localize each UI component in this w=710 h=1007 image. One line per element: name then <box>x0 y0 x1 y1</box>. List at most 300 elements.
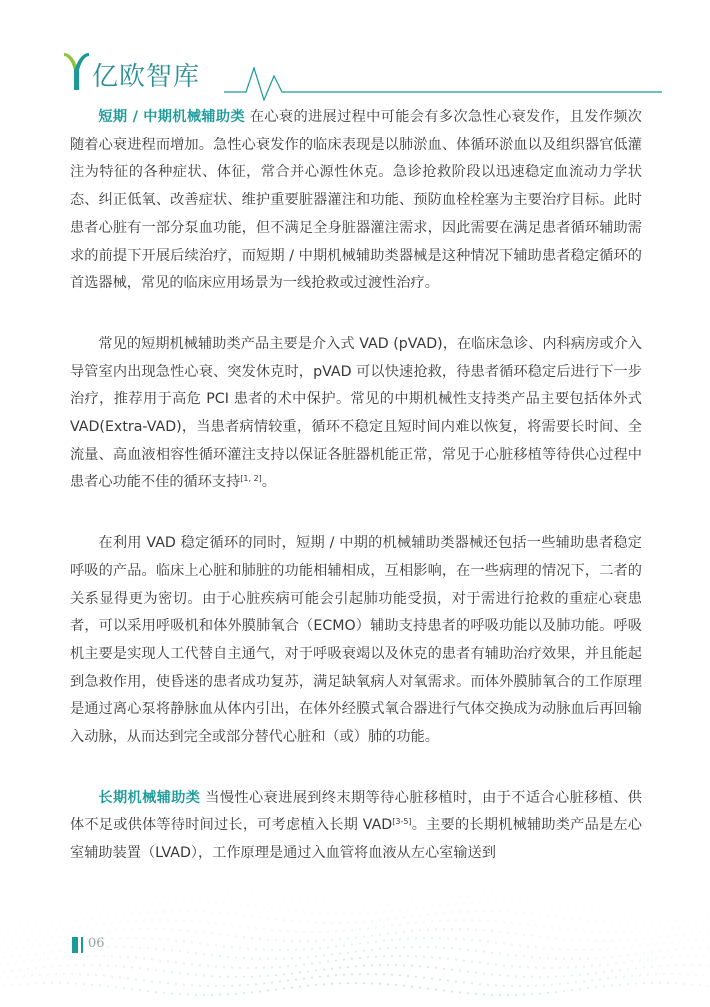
decorative-dot <box>287 979 289 981</box>
decorative-dot <box>503 964 505 966</box>
decorative-dot <box>471 982 473 984</box>
decorative-dot <box>411 915 413 917</box>
decorative-dot <box>587 919 589 921</box>
decorative-dot <box>199 942 201 944</box>
decorative-dot <box>555 958 557 960</box>
decorative-dot <box>203 994 205 996</box>
decorative-dot <box>227 976 229 978</box>
decorative-dot <box>151 919 153 921</box>
decorative-dot <box>387 903 389 905</box>
decorative-dot <box>635 967 637 969</box>
decorative-dot <box>387 947 389 949</box>
decorative-dot <box>7 931 9 933</box>
decorative-dot <box>479 940 481 942</box>
decorative-dot <box>167 902 169 904</box>
decorative-dot <box>227 912 229 914</box>
decorative-dot <box>71 956 73 958</box>
decorative-dot <box>507 911 509 913</box>
decorative-dot <box>659 921 661 923</box>
decorative-dot <box>503 943 505 945</box>
decorative-dot <box>287 930 289 932</box>
decorative-dot <box>687 939 689 941</box>
decorative-dot <box>91 964 93 966</box>
decorative-dot <box>479 962 481 964</box>
decorative-dot <box>131 928 133 930</box>
decorative-dot <box>339 903 341 905</box>
decorative-dot <box>59 921 61 923</box>
decorative-dot <box>275 918 277 920</box>
decorative-dot <box>31 946 33 948</box>
decorative-dot <box>667 949 669 951</box>
decorative-dot <box>31 974 33 976</box>
decorative-dot <box>419 965 421 967</box>
decorative-dot <box>427 929 429 931</box>
decorative-dot <box>11 984 13 986</box>
decorative-dot <box>323 922 325 924</box>
decorative-dot <box>23 961 25 963</box>
decorative-dot <box>219 976 221 978</box>
decorative-dot <box>299 940 301 942</box>
decorative-dot <box>295 910 297 912</box>
decorative-dot <box>691 983 693 985</box>
decorative-dot <box>231 924 233 926</box>
decorative-dot <box>319 931 321 933</box>
citation-ref: [1, 2] <box>240 474 262 484</box>
decorative-dot <box>211 892 213 894</box>
decorative-dot <box>503 921 505 923</box>
decorative-dot <box>239 984 241 986</box>
decorative-dot <box>259 916 261 918</box>
decorative-dot <box>567 928 569 930</box>
decorative-dot <box>691 932 693 934</box>
decorative-dot <box>71 927 73 929</box>
decorative-dot <box>335 959 337 961</box>
decorative-dot <box>295 978 297 980</box>
decorative-dot <box>543 904 545 906</box>
decorative-dot <box>403 931 405 933</box>
decorative-dot <box>75 919 77 921</box>
decorative-dot <box>363 950 365 952</box>
decorative-dot <box>239 903 241 905</box>
decorative-dot <box>171 949 173 951</box>
decorative-dot <box>247 948 249 950</box>
decorative-dot <box>195 930 197 932</box>
decorative-dot <box>283 919 285 921</box>
decorative-dot <box>319 961 321 963</box>
decorative-dot <box>491 910 493 912</box>
decorative-dot <box>183 940 185 942</box>
decorative-dot <box>467 895 469 897</box>
decorative-dot <box>655 929 657 931</box>
decorative-dot <box>399 909 401 911</box>
decorative-dot <box>199 901 201 903</box>
decorative-dot <box>343 930 345 932</box>
decorative-dot <box>23 975 25 977</box>
decorative-dot <box>35 982 37 984</box>
decorative-dot <box>55 973 57 975</box>
decorative-dot <box>367 956 369 958</box>
decorative-dot <box>203 975 205 977</box>
decorative-dot <box>547 936 549 938</box>
decorative-dot <box>0 948 1 950</box>
decorative-dot <box>163 948 165 950</box>
decorative-dot <box>55 957 57 959</box>
decorative-dot <box>331 983 333 985</box>
decorative-dot <box>99 917 101 919</box>
decorative-dot <box>271 929 273 931</box>
decorative-dot <box>559 967 561 969</box>
decorative-dot <box>207 985 209 987</box>
decorative-dot <box>283 958 285 960</box>
decorative-dot <box>175 961 177 963</box>
decorative-dot <box>11 955 13 957</box>
decorative-dot <box>467 971 469 973</box>
decorative-dot <box>299 921 301 923</box>
decorative-dot <box>607 977 609 979</box>
decorative-dot <box>631 913 633 915</box>
decorative-dot <box>263 967 265 969</box>
decorative-dot <box>279 908 281 910</box>
decorative-dot <box>355 904 357 906</box>
decorative-dot <box>299 957 301 959</box>
decorative-dot <box>651 966 653 968</box>
decorative-dot <box>467 949 469 951</box>
decorative-dot <box>175 901 177 903</box>
decorative-dot <box>67 982 69 984</box>
decorative-dot <box>603 957 605 959</box>
decorative-dot <box>91 932 93 934</box>
decorative-dot <box>15 947 17 949</box>
decorative-dot <box>139 912 141 914</box>
decorative-dot <box>463 960 465 962</box>
decorative-dot <box>503 985 505 987</box>
decorative-dot <box>403 985 405 987</box>
decorative-dot <box>31 960 33 962</box>
decorative-dot <box>647 944 649 946</box>
decorative-dot <box>655 973 657 975</box>
decorative-dot <box>591 949 593 951</box>
decorative-dot <box>175 919 177 921</box>
decorative-dot <box>115 929 117 931</box>
decorative-dot <box>59 965 61 967</box>
decorative-dot <box>103 923 105 925</box>
decorative-dot <box>163 970 165 972</box>
decorative-dot <box>467 992 469 994</box>
decorative-dot <box>335 930 337 932</box>
decorative-dot <box>311 912 313 914</box>
decorative-dot <box>267 939 269 941</box>
decorative-dot <box>275 896 277 898</box>
decorative-dot <box>307 900 309 902</box>
decorative-dot <box>115 915 117 917</box>
decorative-dot <box>143 919 145 921</box>
decorative-dot <box>559 948 561 950</box>
decorative-dot <box>83 919 85 921</box>
decorative-dot <box>115 946 117 948</box>
decorative-dot <box>523 994 525 996</box>
paragraph-text: 常见的短期机械辅助类产品主要是介入式 VAD (pVAD)，在临床急诊、内科病房或介入导管室内出现急性心衰、突发休克时，pVAD 可以快速抢救，待患者循环稳定后进行下一步治疗，推荐用于高危 PCI 患者的术中保护。常见的中期机械性支持类产品主要包括体外式 VAD(Extra-VAD)，当患者病情较重，循环不稳定且短时间内难以恢复，将需要长时间、全流量、高血液相容性循环灌注支持以保证各脏器机能正常，常见于心脏移植等待供心过程中患者心功能不佳的循环支持 <box>70 335 642 491</box>
decorative-dot <box>575 966 577 968</box>
decorative-dot <box>491 952 493 954</box>
decorative-dot <box>315 955 317 957</box>
decorative-dot <box>307 956 309 958</box>
decorative-dot <box>611 900 613 902</box>
decorative-dot <box>371 949 373 951</box>
decorative-dot <box>315 901 317 903</box>
decorative-dot <box>7 948 9 950</box>
decorative-dot <box>399 974 401 976</box>
decorative-dot <box>447 919 449 921</box>
decorative-dot <box>591 909 593 911</box>
decorative-dot <box>347 951 349 953</box>
decorative-dot <box>251 937 253 939</box>
decorative-dot <box>151 903 153 905</box>
decorative-dot <box>3 985 5 987</box>
decorative-dot <box>627 983 629 985</box>
decorative-dot <box>571 958 573 960</box>
decorative-dot <box>203 931 205 933</box>
article-body <box>70 104 642 901</box>
decorative-dot <box>31 913 33 915</box>
decorative-dot <box>495 901 497 903</box>
decorative-dot <box>623 961 625 963</box>
decorative-dot <box>419 914 421 916</box>
decorative-dot <box>223 945 225 947</box>
decorative-dot <box>483 929 485 931</box>
decorative-dot <box>19 969 21 971</box>
decorative-dot <box>507 932 509 934</box>
decorative-dot <box>355 982 357 984</box>
decorative-dot <box>579 939 581 941</box>
decorative-dot <box>31 930 33 932</box>
decorative-dot <box>667 935 669 937</box>
decorative-dot <box>335 974 337 976</box>
decorative-dot <box>43 982 45 984</box>
decorative-dot <box>563 895 565 897</box>
decorative-dot <box>555 894 557 896</box>
decorative-dot <box>567 967 569 969</box>
decorative-dot <box>523 912 525 914</box>
decorative-dot <box>679 973 681 975</box>
decorative-dot <box>151 958 153 960</box>
decorative-dot <box>523 955 525 957</box>
decorative-dot <box>359 928 361 930</box>
decorative-dot <box>287 949 289 951</box>
decorative-dot <box>687 911 689 913</box>
decorative-dot <box>447 958 449 960</box>
decorative-dot <box>135 905 137 907</box>
heartbeat-line-icon <box>224 62 662 102</box>
decorative-dot <box>395 984 397 986</box>
decorative-dot <box>127 956 129 958</box>
decorative-dot <box>567 982 569 984</box>
decorative-dot <box>375 926 377 928</box>
decorative-dot <box>135 920 137 922</box>
decorative-dot <box>631 946 633 948</box>
decorative-dot <box>523 976 525 978</box>
decorative-dot <box>463 981 465 983</box>
decorative-dot <box>87 974 89 976</box>
decorative-dot <box>519 902 521 904</box>
decorative-dot <box>423 956 425 958</box>
decorative-dot <box>159 938 161 940</box>
decorative-dot <box>227 934 229 936</box>
decorative-dot <box>519 923 521 925</box>
decorative-dot <box>459 970 461 972</box>
decorative-dot <box>671 973 673 975</box>
decorative-dot <box>255 967 257 969</box>
decorative-dot <box>0 964 1 966</box>
decorative-dot <box>115 965 117 967</box>
decorative-dot <box>471 961 473 963</box>
decorative-dot <box>335 945 337 947</box>
decorative-dot <box>347 904 349 906</box>
decorative-dot <box>99 964 101 966</box>
decorative-dot <box>531 913 533 915</box>
decorative-dot <box>499 910 501 912</box>
decorative-dot <box>487 962 489 964</box>
decorative-dot <box>207 921 209 923</box>
decorative-dot <box>63 956 65 958</box>
decorative-dot <box>47 958 49 960</box>
decorative-dot <box>455 980 457 982</box>
decorative-dot <box>391 955 393 957</box>
decorative-dot <box>231 967 233 969</box>
decorative-dot <box>603 940 605 942</box>
decorative-dot <box>287 965 289 967</box>
decorative-dot <box>475 910 477 912</box>
decorative-dot <box>707 964 709 966</box>
decorative-dot <box>591 965 593 967</box>
decorative-dot <box>147 947 149 949</box>
decorative-dot <box>531 892 533 894</box>
decorative-dot <box>19 939 21 941</box>
decorative-dot <box>207 965 209 967</box>
decorative-dot <box>147 897 149 899</box>
decorative-dot <box>515 933 517 935</box>
decorative-dot <box>307 940 309 942</box>
decorative-dot <box>155 969 157 971</box>
decorative-dot <box>675 920 677 922</box>
decorative-dot <box>363 935 365 937</box>
decorative-dot <box>319 947 321 949</box>
decorative-dot <box>403 902 405 904</box>
decorative-dot <box>395 903 397 905</box>
decorative-dot <box>439 979 441 981</box>
decorative-dot <box>575 981 577 983</box>
decorative-dot <box>251 976 253 978</box>
decorative-dot <box>599 931 601 933</box>
decorative-dot <box>23 946 25 948</box>
decorative-dot <box>263 906 265 908</box>
decorative-dot <box>487 941 489 943</box>
decorative-dot <box>167 960 169 962</box>
decorative-dot <box>163 992 165 994</box>
decorative-dot <box>415 922 417 924</box>
decorative-dot <box>435 946 437 948</box>
decorative-dot <box>11 970 13 972</box>
decorative-dot <box>43 937 45 939</box>
decorative-dot <box>407 955 409 957</box>
decorative-dot <box>111 955 113 957</box>
decorative-dot <box>451 947 453 949</box>
decorative-dot <box>567 949 569 951</box>
decorative-dot <box>215 944 217 946</box>
decorative-dot <box>679 955 681 957</box>
decorative-dot <box>483 993 485 995</box>
decorative-dot <box>655 913 657 915</box>
decorative-dot <box>615 976 617 978</box>
decorative-dot <box>259 938 261 940</box>
decorative-dot <box>139 898 141 900</box>
decorative-dot <box>395 932 397 934</box>
decorative-dot <box>551 926 553 928</box>
decorative-dot <box>339 982 341 984</box>
decorative-dot <box>295 949 297 951</box>
decorative-dot <box>695 939 697 941</box>
decorative-dot <box>695 924 697 926</box>
decorative-dot <box>95 955 97 957</box>
decorative-dot <box>363 904 365 906</box>
decorative-dot <box>15 962 17 964</box>
decorative-dot <box>355 936 357 938</box>
decorative-dot <box>179 893 181 895</box>
decorative-dot <box>563 958 565 960</box>
decorative-dot <box>255 927 257 929</box>
decorative-dot <box>35 922 37 924</box>
decorative-dot <box>643 966 645 968</box>
decorative-dot <box>7 911 9 913</box>
decorative-dot <box>519 985 521 987</box>
decorative-dot <box>631 960 633 962</box>
decorative-dot <box>483 910 485 912</box>
decorative-dot <box>367 973 369 975</box>
decorative-dot <box>279 966 281 968</box>
decorative-dot <box>507 892 509 894</box>
decorative-dot <box>231 946 233 948</box>
decorative-dot <box>575 929 577 931</box>
decorative-dot <box>55 943 57 945</box>
decorative-dot <box>23 931 25 933</box>
decorative-dot <box>611 970 613 972</box>
page-header <box>62 40 662 110</box>
decorative-dot <box>155 896 157 898</box>
decorative-dot <box>87 910 89 912</box>
decorative-dot <box>275 939 277 941</box>
decorative-dot <box>15 912 17 914</box>
decorative-dot <box>379 948 381 950</box>
decorative-dot <box>187 994 189 996</box>
decorative-dot <box>423 921 425 923</box>
decorative-dot <box>163 895 165 897</box>
decorative-dot <box>131 988 133 990</box>
decorative-dot <box>411 930 413 932</box>
decorative-dot <box>519 966 521 968</box>
decorative-dot <box>591 979 593 981</box>
decorative-dot <box>227 956 229 958</box>
decorative-dot <box>127 920 129 922</box>
paragraph-long-term <box>70 785 642 868</box>
decorative-dot <box>331 903 333 905</box>
decorative-dot <box>215 902 217 904</box>
decorative-dot <box>419 987 421 989</box>
decorative-dot <box>211 954 213 956</box>
decorative-dot <box>391 939 393 941</box>
decorative-dot <box>367 912 369 914</box>
decorative-dot <box>227 892 229 894</box>
decorative-dot <box>387 932 389 934</box>
decorative-dot <box>59 936 61 938</box>
